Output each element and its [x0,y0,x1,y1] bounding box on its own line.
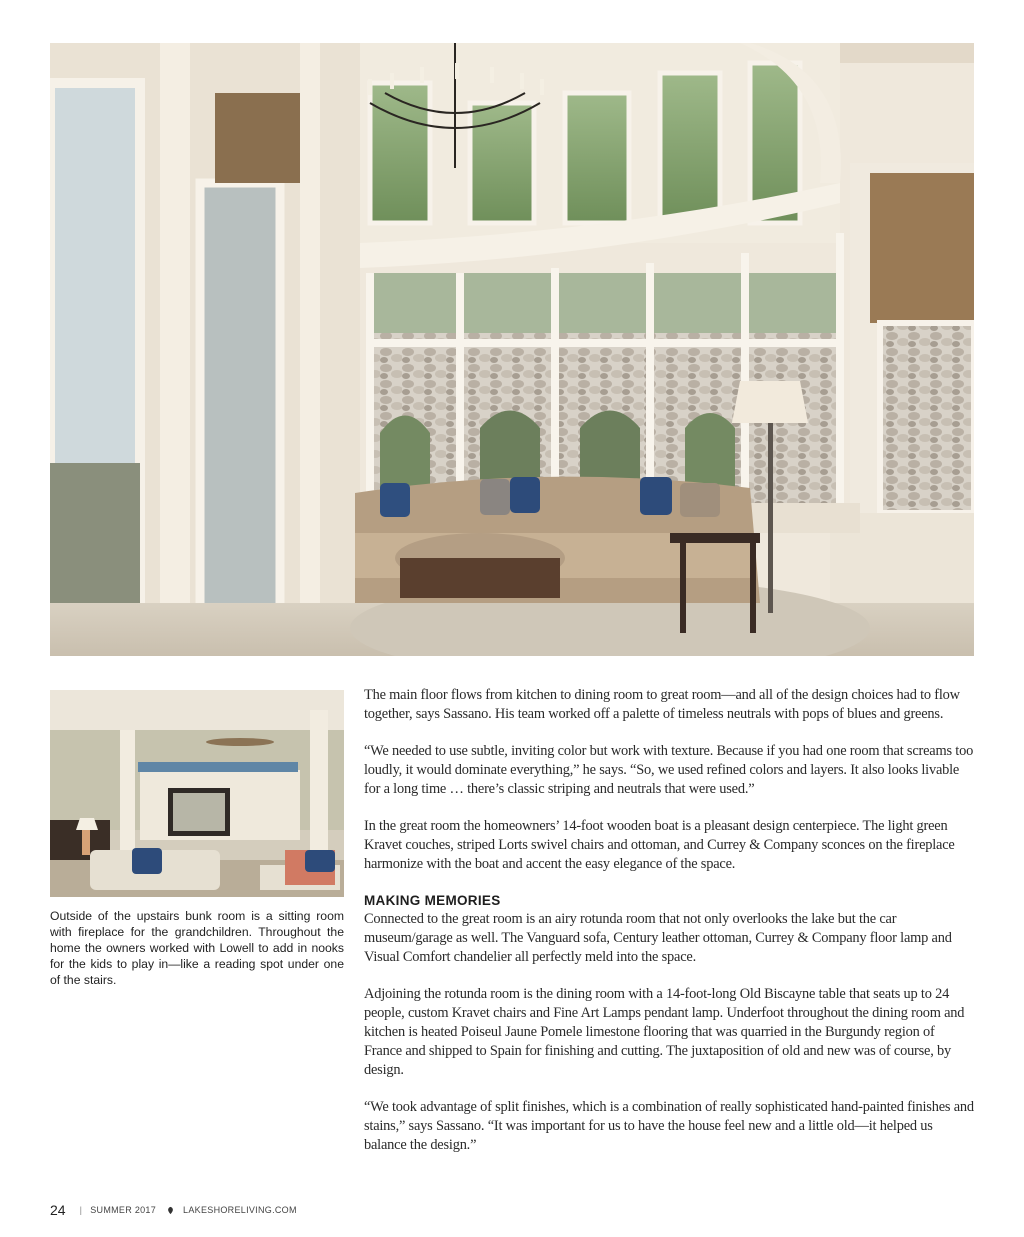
leaf-logo-icon [166,1206,175,1215]
hero-photo [50,43,974,656]
footer-separator: | [79,1205,83,1215]
article-paragraph: Connected to the great room is an airy rotunda room that not only overlooks the lake but the car museum/garage as well. The Vanguard sofa, Century leather ottoman, Currey & Company floor lamp and Visual Comfort chandelier all perfectly meld into the space. [364,911,952,965]
article-body [364,686,974,1173]
article-paragraph: Adjoining the rotunda room is the dining room with a 14-foot-long Old Biscayne table that seats up to 24 people, custom Kravet chairs and Fine Art Lamps pendant lamp. Underfoot throughout the dining room and kitchen is heated Poiseul Jaune Pomele limestone flooring that was quarried in the Burgundy region of France and shipped to Spain for finishing and cutting. The juxtaposition of old and new was of course, by design. [364,986,965,1078]
article-paragraph: In the great room the homeowners’ 14-foot wooden boat is a pleasant design centerpiece. The light green Kravet couches, striped Lorts swivel chairs and ottoman, and Currey & Company sconces on the fireplace harmonize with the boat and accent the easy elegance of the space. [364,818,955,872]
bunk-room-illustration [50,690,344,897]
photo-caption: Outside of the upstairs bunk room is a sitting room with fireplace for the grandchildren. Throughout the home the owners worked with Lowell to add in nooks for the kids to play in—like a reading spot under one of the stairs. [50,909,344,987]
article-paragraph: “We needed to use subtle, inviting color but work with texture. Because if you had one room that screams too loudly, it would dominate everything,” he says. “So, we used refined colors and layers. It also looks livable for a long time … there’s classic striping and neutrals that were used.” [364,743,974,797]
inset-photo [50,690,344,897]
article-paragraph: “We took advantage of split finishes, which is a combination of really sophisticated hand-painted finishes and stains,” says Sassano. “It was important for us to have the house feel new and a little old—it helped us balance the design.” [364,1099,974,1153]
rotunda-room-illustration [50,43,974,656]
page-number: 24 [50,1202,66,1218]
section-heading: MAKING MEMORIES [364,893,501,908]
article-paragraph: The main floor flows from kitchen to dining room to great room—and all of the design choices had to flow together, says Sassano. His team worked off a palette of timeless neutrals with pops of blues and greens. [364,687,960,722]
issue-label: SUMMER 2017 [90,1205,157,1215]
page-footer [50,1202,297,1218]
site-link[interactable]: LAKESHORELIVING.COM [183,1205,297,1215]
